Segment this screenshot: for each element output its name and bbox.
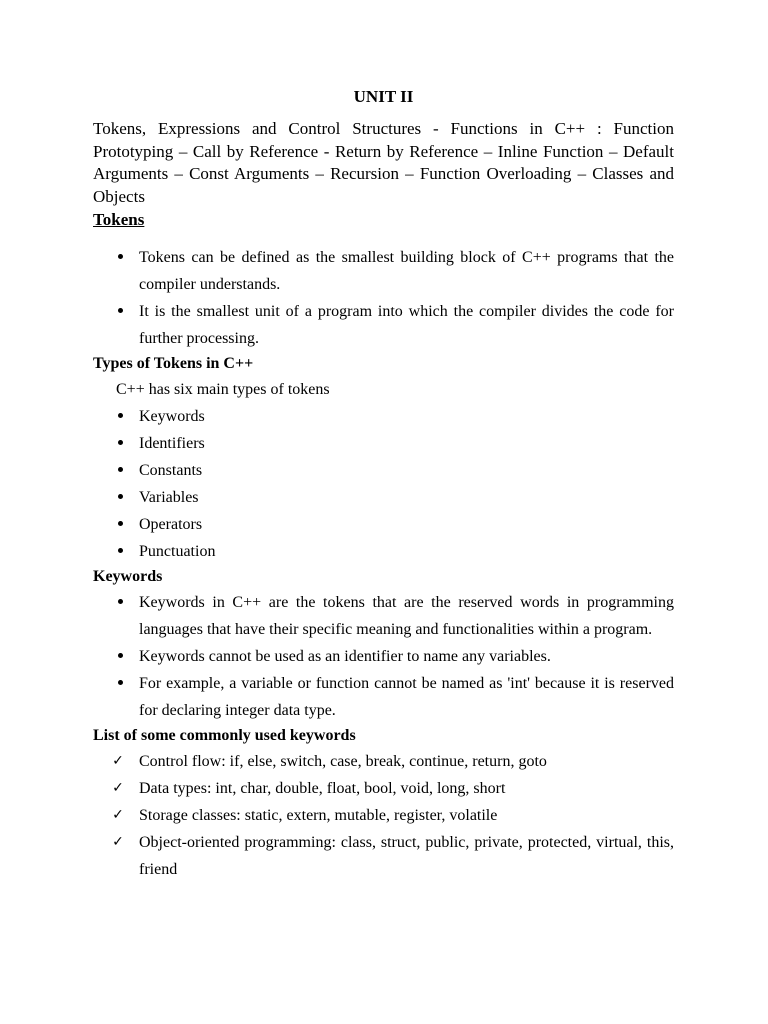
list-item-text: Control flow: if, else, switch, case, break, continue, return, goto bbox=[139, 753, 547, 770]
list-item-text: Object-oriented programming: class, struct, public, private, protected, virtual, this, friend bbox=[139, 834, 674, 878]
types-intro: C++ has six main types of tokens bbox=[116, 381, 330, 398]
list-item-text: For example, a variable or function cannot be named as 'int' because it is reserved for declaring integer data type. bbox=[139, 675, 674, 719]
list-item bbox=[93, 244, 674, 298]
bullet-icon bbox=[113, 457, 127, 484]
list-item-text: Variables bbox=[139, 489, 199, 506]
keywords-bullet-list bbox=[93, 589, 674, 724]
list-item bbox=[93, 298, 674, 352]
bullet-icon bbox=[113, 244, 127, 271]
bullet-icon bbox=[113, 403, 127, 430]
list-item-text: Data types: int, char, double, float, bool, void, long, short bbox=[139, 780, 506, 797]
bullet-icon bbox=[113, 430, 127, 457]
list-item-text: Operators bbox=[139, 516, 203, 533]
bullet-icon bbox=[113, 670, 127, 697]
bullet-icon bbox=[113, 511, 127, 538]
list-item bbox=[93, 457, 674, 484]
bullet-icon bbox=[113, 589, 127, 616]
bullet-icon bbox=[113, 643, 127, 670]
bullet-icon bbox=[113, 298, 127, 325]
list-item bbox=[93, 430, 674, 457]
list-item bbox=[93, 775, 674, 802]
types-bullet-list bbox=[93, 403, 674, 565]
list-item bbox=[93, 802, 674, 829]
list-item-text: Keywords cannot be used as an identifier to name any variables. bbox=[139, 648, 551, 665]
list-item bbox=[93, 511, 674, 538]
list-item bbox=[93, 403, 674, 430]
list-item bbox=[93, 589, 674, 643]
checkmark-icon: ✓ bbox=[112, 753, 124, 769]
unit-title: UNIT II bbox=[353, 87, 414, 106]
list-item-text: It is the smallest unit of a program into which the compiler divides the code for further processing. bbox=[139, 303, 674, 347]
checkmark-icon: ✓ bbox=[112, 780, 124, 796]
list-item bbox=[93, 670, 674, 724]
common-keywords-check-list bbox=[93, 748, 674, 883]
list-item-text: Storage classes: static, extern, mutable, register, volatile bbox=[139, 807, 498, 824]
list-item bbox=[93, 538, 674, 565]
list-item-text: Keywords in C++ are the tokens that are the reserved words in programming languages that have their specific meaning and functionalities within a program. bbox=[139, 594, 674, 638]
keywords-heading: Keywords bbox=[93, 568, 163, 585]
types-heading: Types of Tokens in C++ bbox=[93, 355, 254, 372]
checkmark-icon: ✓ bbox=[112, 834, 124, 850]
list-item bbox=[93, 748, 674, 775]
list-item bbox=[93, 643, 674, 670]
list-item-text: Tokens can be defined as the smallest building block of C++ programs that the compiler understands. bbox=[139, 249, 674, 293]
tokens-bullet-list bbox=[93, 244, 674, 352]
list-item-text: Punctuation bbox=[139, 543, 216, 560]
list-item-text: Identifiers bbox=[139, 435, 205, 452]
bullet-icon bbox=[113, 484, 127, 511]
unit-intro: Tokens, Expressions and Control Structures - Functions in C++ : Function Prototyping – Call by Reference - Return by Reference – Inline Function – Default Arguments – Const Arguments – Recursion – Function Overloading – Classes and Objects bbox=[93, 119, 674, 206]
tokens-heading: Tokens bbox=[93, 210, 145, 229]
list-item-text: Constants bbox=[139, 462, 203, 479]
bullet-icon bbox=[113, 538, 127, 565]
list-item bbox=[93, 829, 674, 883]
list-item bbox=[93, 484, 674, 511]
common-keywords-heading: List of some commonly used keywords bbox=[93, 727, 356, 744]
list-item-text: Keywords bbox=[139, 408, 205, 425]
checkmark-icon: ✓ bbox=[112, 807, 124, 823]
document-page bbox=[93, 87, 674, 883]
